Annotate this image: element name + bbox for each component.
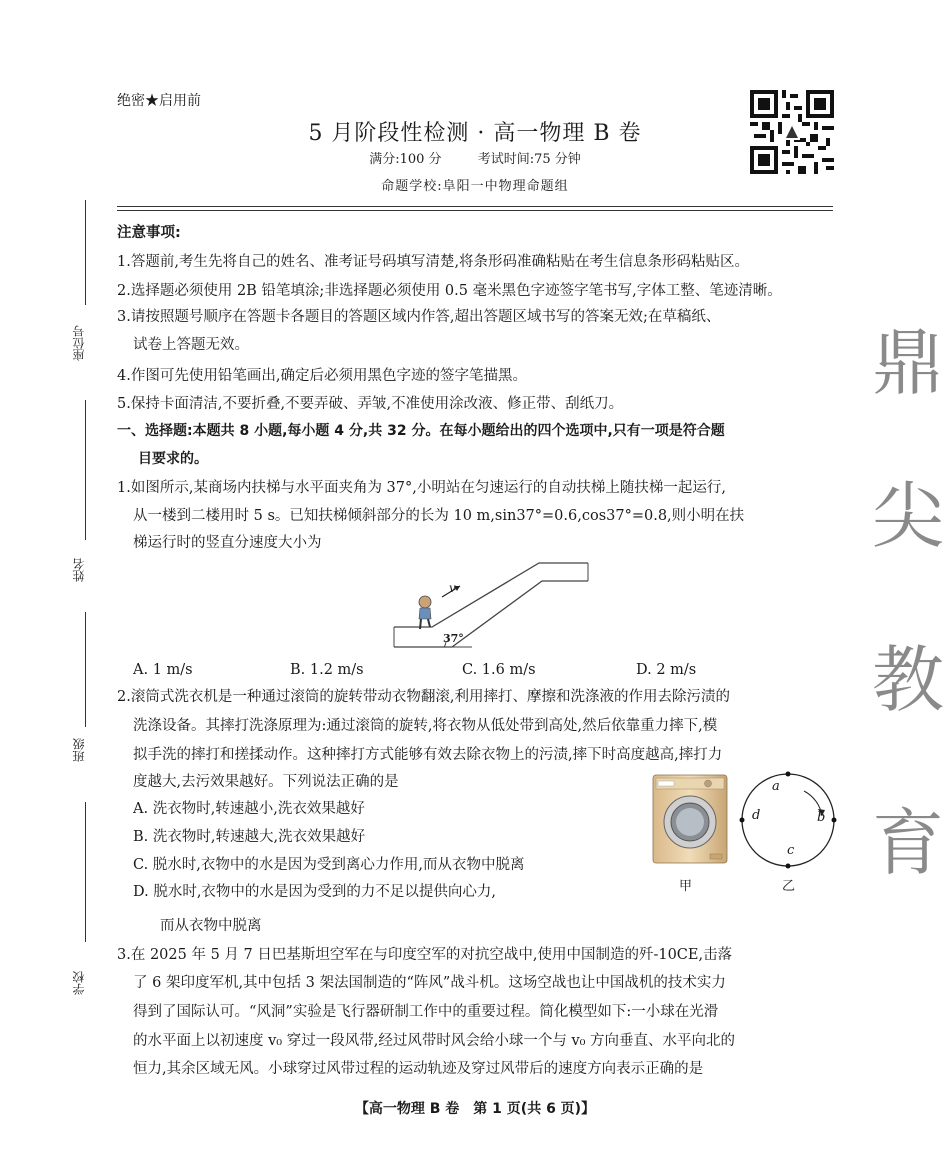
point-a-label: a	[772, 779, 780, 794]
escalator-figure	[392, 557, 592, 652]
class-label: 班级	[72, 738, 86, 762]
q2-option-a: A. 洗衣物时,转速越小,洗衣效果越好	[133, 801, 365, 817]
question-3-text: 的水平面上以初速度 v₀ 穿过一段风带,经过风带时风会给小球一个与 v₀ 方向垂直、水平向北的	[133, 1033, 736, 1049]
watermark-char: 尖	[871, 474, 944, 558]
washing-machine-figure	[652, 774, 728, 866]
notice-heading: 注意事项:	[117, 225, 181, 241]
notice-item: 4.作图可先使用铅笔画出,确定后必须用黑色字迹的签字笔描黑。	[117, 368, 527, 384]
binding-line	[85, 400, 86, 540]
q1-option-d: D. 2 m/s	[636, 662, 697, 678]
full-score: 满分:100 分	[369, 152, 442, 167]
question-2-text: 2.滚筒式洗衣机是一种通过滚筒的旋转带动衣物翻滚,利用摔打、摩擦和洗涤液的作用去除污渍的	[117, 689, 730, 705]
qr-code-icon	[750, 90, 834, 174]
school-label: 学校	[72, 971, 86, 995]
point-d-label: d	[752, 808, 761, 823]
figure-label-jia: 甲	[679, 879, 693, 894]
q1-option-c: C. 1.6 m/s	[462, 662, 536, 678]
binding-line	[85, 802, 86, 942]
q1-option-a: A. 1 m/s	[133, 662, 193, 678]
seat-number-label: 座位号	[72, 325, 86, 361]
watermark-char: 育	[871, 801, 944, 885]
figure-label-yi: 乙	[782, 879, 796, 894]
notice-item: 5.保持卡面清洁,不要折叠,不要弄破、弄皱,不准使用涂改液、修正带、刮纸刀。	[117, 396, 624, 412]
question-3-text: 3.在 2025 年 5 月 7 日巴基斯坦空军在与印度空军的对抗空战中,使用中国制造的歼-10CE,击落	[117, 947, 733, 963]
binding-line	[85, 200, 86, 305]
q2-option-b: B. 洗衣物时,转速越大,洗衣效果越好	[133, 829, 366, 845]
question-2-text: 洗涤设备。其摔打洗涤原理为:通过滚筒的旋转,将衣物从低处带到高处,然后依靠重力摔下,模	[133, 718, 718, 734]
q2-option-d-cont: 而从衣物中脱离	[160, 918, 262, 934]
confidential-label: 绝密★启用前	[117, 93, 201, 109]
section-heading: 一、选择题:本题共 8 小题,每小题 4 分,共 32 分。在每小题给出的四个选项中,只有一项是符合题	[117, 423, 725, 439]
name-label: 姓名	[72, 558, 86, 582]
binding-line	[85, 612, 86, 727]
velocity-label: v	[449, 581, 456, 595]
question-3-text: 了 6 架印度军机,其中包括 3 架法国制造的“阵风”战斗机。这场空战也让中国战机的技术实力	[133, 975, 726, 991]
exam-school: 命题学校:阜阳一中物理命题组	[381, 179, 569, 194]
question-2-text: 拟手洗的摔打和搓揉动作。这种摔打方式能够有效去除衣物上的污渍,摔下时高度越高,摔打力	[133, 747, 723, 763]
notice-item: 1.答题前,考生先将自己的姓名、准考证号码填写清楚,将条形码准确粘贴在考生信息条形码粘贴区。	[117, 254, 750, 270]
notice-item: 试卷上答题无效。	[133, 337, 249, 353]
q2-option-d: D. 脱水时,衣物中的水是因为受到的力不足以提供向心力,	[133, 884, 497, 900]
notice-item: 2.选择题必须使用 2B 铅笔填涂;非选择题必须使用 0.5 毫米黑色字迹签字笔书写,字体工整、笔迹清晰。	[117, 283, 782, 299]
question-1-text: 1.如图所示,某商场内扶梯与水平面夹角为 37°,小明站在匀速运行的自动扶梯上随扶梯一起运行,	[117, 480, 726, 496]
q2-option-c: C. 脱水时,衣物中的水是因为受到离心力作用,而从衣物中脱离	[133, 857, 525, 873]
question-2-text: 度越大,去污效果越好。下列说法正确的是	[133, 774, 399, 790]
notice-item: 3.请按照题号顺序在答题卡各题目的答题区域内作答,超出答题区域书写的答案无效;在草稿纸、	[117, 309, 721, 325]
question-1-text: 从一楼到二楼用时 5 s。已知扶梯倾斜部分的长为 10 m,sin37°=0.6,cos37°=0.8,则小明在扶	[133, 508, 745, 524]
q1-option-b: B. 1.2 m/s	[290, 662, 364, 678]
header-rule-thin	[117, 210, 833, 211]
point-b-label: b	[817, 810, 826, 825]
question-1-text: 梯运行时的竖直分速度大小为	[133, 535, 322, 551]
question-3-text: 恒力,其余区域无风。小球穿过风带过程的运动轨迹及穿过风带后的速度方向表示正确的是	[133, 1061, 704, 1077]
header-rule	[117, 206, 833, 207]
watermark-char: 教	[871, 638, 944, 722]
exam-title: 5 月阶段性检测 · 高一物理 B 卷	[308, 121, 642, 146]
watermark-char: 鼎	[871, 321, 944, 405]
question-3-text: 得到了国际认可。“风洞”实验是飞行器研制工作中的重要过程。简化模型如下:一小球在光滑	[133, 1004, 719, 1020]
exam-time: 考试时间:75 分钟	[477, 152, 581, 167]
section-heading-cont: 目要求的。	[138, 451, 208, 467]
page-footer: 【高一物理 B 卷 第 1 页(共 6 页)】	[354, 1101, 596, 1117]
angle-label: 37°	[443, 632, 464, 645]
point-c-label: c	[787, 843, 795, 858]
